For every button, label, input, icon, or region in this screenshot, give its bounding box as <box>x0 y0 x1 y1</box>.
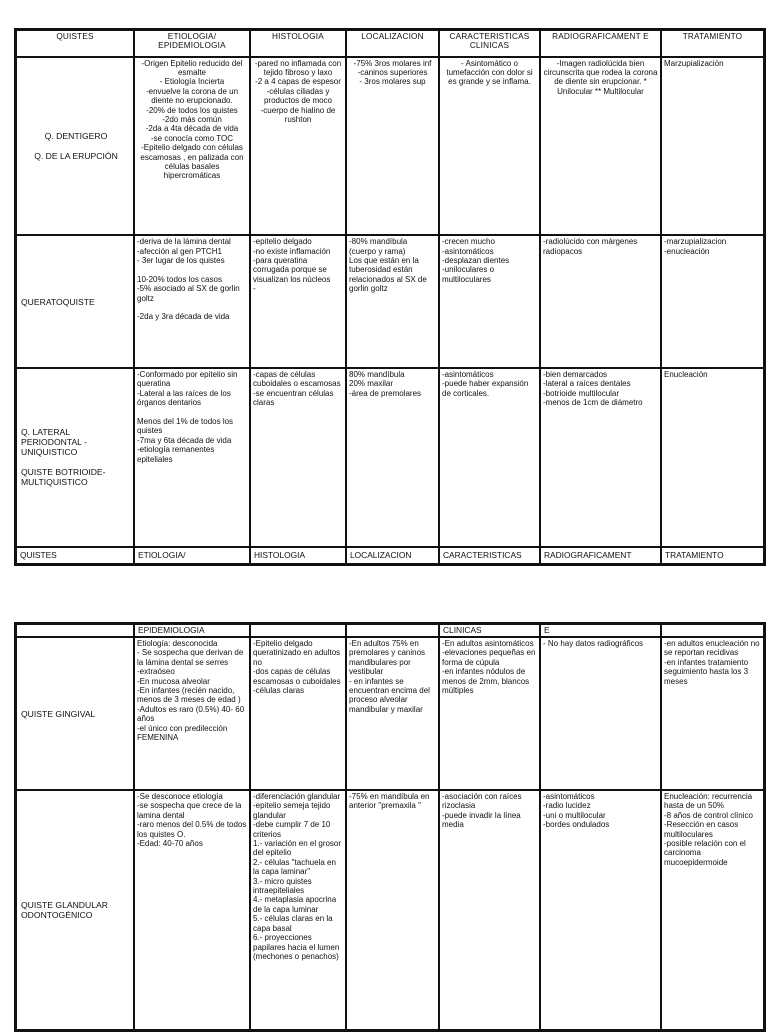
cyst-name-cell <box>16 235 134 368</box>
cell-line: -en adultos enucleación no se reportan recidivas <box>664 639 760 658</box>
footer-header-cell: LOCALIZACION <box>346 547 439 564</box>
cell-line: 6.- proyecciones papilares hacia el lumen (mechones o penachos) <box>253 933 340 961</box>
cell-line: -Lateral a las raíces de los órganos dentarios <box>137 388 231 408</box>
cell-line: -bordes ondulados <box>543 820 610 830</box>
tratamiento-cell <box>661 790 764 1030</box>
cell-line: -En adultos 75% en premolares y caninos mandibulares por vestibular <box>349 639 426 677</box>
cell-line: -Conformado por epitelio sin queratina <box>137 369 238 389</box>
cell-line: -8 años de control clínico <box>664 810 753 820</box>
cell-line: -área de premolares <box>349 388 422 398</box>
localizacion-cell <box>346 57 439 236</box>
cyst-table-2 <box>14 622 766 1032</box>
footer-header-row <box>16 547 764 564</box>
radiografia-cell <box>540 235 661 368</box>
cyst-row <box>16 637 764 790</box>
cell-line: -2da a 4ta década de vida <box>145 124 239 134</box>
cell-line <box>137 408 247 417</box>
cell-line: -capas de células cuboidales o escamosas <box>253 369 341 389</box>
clinicas-cell <box>439 235 540 368</box>
cell-line: - 3ros molares sup <box>359 77 426 87</box>
radiografia-cell <box>540 368 661 547</box>
header-row <box>16 30 764 57</box>
etiologia-cell <box>134 637 250 790</box>
cell-line: -Edad: 40-70 años <box>137 839 203 849</box>
cell-line: -etiología remanentes epiteliales <box>137 445 215 464</box>
header-cell: CARACTERISTICAS CLINICAS <box>439 30 540 57</box>
cell-line: Marzupialización <box>664 58 724 68</box>
cell-line: Enucleación <box>664 369 708 379</box>
cell-line: 2.- células "tachuela en la capa laminar" <box>253 857 336 877</box>
cell-line: -posible relación con el carcinoma mucoepidermoide <box>664 839 746 867</box>
cell-line: -Epitelio delgado queratinizado en adultos no <box>253 639 341 667</box>
footer-header-cell: TRATAMIENTO <box>661 547 764 564</box>
cell-line: -epitelio semeja tejido glandular <box>253 801 331 820</box>
cell-line: QUERATOQUISTE <box>21 296 95 307</box>
continued-header-cell: EPIDEMIOLOGIA <box>134 624 250 637</box>
cyst-name-cell <box>16 637 134 790</box>
continued-header-cell: CLINICAS <box>439 624 540 637</box>
histologia-cell <box>250 235 346 368</box>
cell-line: 80% mandíbula <box>349 369 405 379</box>
cyst-row <box>16 790 764 1030</box>
cell-line: -extraóseo <box>137 667 175 677</box>
cyst-name-cell <box>16 368 134 547</box>
header-cell: LOCALIZACION <box>346 30 439 57</box>
cell-line: -asintomáticos <box>543 792 595 801</box>
cell-line: QUISTE BOTRIOIDE- MULTIQUISTICO <box>21 467 106 488</box>
header-cell: ETIOLOGIA/ EPIDEMIOLOGIA <box>134 30 250 57</box>
radiografia-cell <box>540 637 661 790</box>
cell-line: -el único con predilección FEMENINA <box>137 723 228 743</box>
header-cell: HISTOLOGIA <box>250 30 346 57</box>
cell-line: 5.- células claras en la capa basal <box>253 914 333 933</box>
cell-line: -80% mandíbula (cuerpo y rama) <box>349 237 408 256</box>
cell-line: Q. LATERAL PERIODONTAL - UNIQUISTICO <box>21 427 87 458</box>
cell-line: -desplazan dientes <box>442 256 510 266</box>
cell-line: -se encuentran células claras <box>253 388 334 408</box>
cell-line: Q. DENTIGERO <box>44 130 108 141</box>
cell-line: 1.- variación en el grosor del epitelio <box>253 839 342 858</box>
etiologia-cell <box>134 235 250 368</box>
clinicas-cell <box>439 57 540 236</box>
cell-line: -asintomáticos <box>442 369 494 379</box>
etiologia-cell <box>134 790 250 1030</box>
cell-line: -células ciliadas y productos de moco <box>263 86 333 106</box>
histologia-cell <box>250 637 346 790</box>
cell-line: -células claras <box>253 686 305 696</box>
cell-line: 4.- metaplasia apocrina de la capa luminar <box>253 895 337 914</box>
cell-line: - en infantes se encuentran encima del proceso alveolar mandibular y maxilar <box>349 676 430 714</box>
radiografia-cell <box>540 57 661 236</box>
cell-line <box>137 265 247 274</box>
localizacion-cell <box>346 637 439 790</box>
cell-line: Enucleación: recurrencia hasta de un 50% <box>664 792 753 811</box>
continued-header-cell <box>16 624 134 637</box>
clinicas-cell <box>439 790 540 1030</box>
footer-header-cell: QUISTES <box>16 547 134 564</box>
cell-line: -En mucosa alveolar <box>137 676 210 686</box>
cell-line: -cuerpo de hialino de rushton <box>260 105 336 124</box>
cell-line: -2da y 3ra década de vida <box>137 312 230 322</box>
cell-line: -asintomáticos <box>442 246 494 256</box>
cell-line: -menos de 1cm de diámetro <box>543 398 643 408</box>
cell-line: -en infantes tratamiento seguimiento hasta los 3 meses <box>664 657 749 686</box>
cell-line: - Se sospecha que derivan de la lámina dental se serres <box>137 648 244 667</box>
tratamiento-cell <box>661 235 764 368</box>
cyst-row <box>16 368 764 547</box>
cell-line: -2do más común <box>162 114 222 124</box>
continued-header-row <box>16 624 764 637</box>
continued-header-cell <box>661 624 764 637</box>
header-cell: RADIOGRAFICAMENT E <box>540 30 661 57</box>
cell-line: QUISTE GINGIVAL <box>21 708 96 719</box>
etiologia-cell <box>134 57 250 236</box>
footer-header-cell: RADIOGRAFICAMENT <box>540 547 661 564</box>
cell-line: -bien demarcados <box>543 369 608 379</box>
cell-line: -debe cumplir 7 de 10 criterios <box>253 820 331 839</box>
cell-line: -afección al gen PTCH1 <box>137 246 222 256</box>
cell-line: 10-20% todos los casos <box>137 274 222 284</box>
cell-line: -para queratina corrugada porque se visualizan los núcleos <box>253 256 331 284</box>
cell-line: -Imagen radiolúcida bien circunscrita que rodea la corona de diente sin erupcionar. * Unilocular ** Multilocular <box>543 58 658 96</box>
cell-line: -dos capas de células escamosas o cuboidales <box>253 667 341 686</box>
cyst-row <box>16 235 764 368</box>
cell-line: Menos del 1% de todos los quistes <box>137 416 234 436</box>
cell-line: -En infantes (recién nacido, menos de 3 meses de edad ) <box>137 686 241 705</box>
histologia-cell <box>250 368 346 547</box>
cell-line: -deriva de la lámina dental <box>137 237 231 247</box>
radiografia-cell <box>540 790 661 1030</box>
histologia-cell <box>250 790 346 1030</box>
cell-line: 3.- micro quistes intraepiteliales <box>253 876 312 896</box>
localizacion-cell <box>346 235 439 368</box>
continued-header-cell <box>250 624 346 637</box>
localizacion-cell <box>346 368 439 547</box>
cyst-name-cell <box>16 57 134 236</box>
cell-line <box>21 141 131 151</box>
tratamiento-cell <box>661 57 764 236</box>
cell-line: -se sospecha que crece de la lamina dental <box>137 801 242 820</box>
cell-line: -enucleación <box>664 246 710 256</box>
cell-line: -botrioide multilocular <box>543 388 620 398</box>
cell-line: -20% de todos los quistes <box>146 105 238 115</box>
cyst-name-cell <box>16 790 134 1030</box>
clinicas-cell <box>439 637 540 790</box>
cell-line: -75% 3ros molares inf <box>353 58 432 68</box>
tratamiento-cell <box>661 637 764 790</box>
cell-line: -caninos superiores <box>357 67 428 77</box>
cell-line: -raro menos del 0.5% de todos los quistes O. <box>137 820 247 839</box>
cell-line: -puede haber expansión de corticales. <box>442 379 529 398</box>
etiologia-cell <box>134 368 250 547</box>
cell-line: -pared no inflamada con tejido fibroso y laxo <box>254 58 342 77</box>
cell-line: -en infantes nódulos de menos de 2mm, blancos múltiples <box>442 667 530 696</box>
cell-line: -Resección en casos multiloculares <box>664 820 739 839</box>
cell-line: 20% maxilar <box>349 379 394 389</box>
cell-line: - Etiología Incierta <box>159 77 225 87</box>
clinicas-cell <box>439 368 540 547</box>
cell-line: -lateral a raíces dentales <box>543 379 631 389</box>
continued-header-cell: E <box>540 624 661 637</box>
cell-line: -5% asociado al SX de gorlin goltz <box>137 284 240 303</box>
cell-line: -7ma y 6ta década de vida <box>137 435 232 445</box>
cell-line: -Origen Epitelio reducido del esmalte <box>141 58 243 77</box>
header-cell: TRATAMIENTO <box>661 30 764 57</box>
cell-line: -Epitelio delgado con células escamosas , en palizada con células basales hipercromáticas <box>140 143 244 181</box>
cell-line: -radio lucidez <box>543 801 591 811</box>
footer-header-cell: ETIOLOGIA/ <box>134 547 250 564</box>
tratamiento-cell <box>661 368 764 547</box>
cell-line: -75% en mandíbula en anterior "premaxila " <box>349 792 430 811</box>
cell-line: - No hay datos radiográficos <box>543 639 644 648</box>
cell-line: -puede invadir la línea media <box>442 810 521 830</box>
cell-line: -elevaciones pequeñas en forma de cúpula <box>442 648 536 667</box>
cell-line: -epitelio delgado <box>253 237 312 247</box>
cell-line: -crecen mucho <box>442 237 495 247</box>
footer-header-cell: CARACTERISTICAS <box>439 547 540 564</box>
histologia-cell <box>250 57 346 236</box>
cell-line: - Asintomático o tumefacción con dolor si es grande y se inflama. <box>446 58 533 87</box>
cell-line: -marzupializacion <box>664 237 727 247</box>
cell-line: -radiolúcido con márgenes radiopacos <box>543 237 638 256</box>
cell-line: -En adultos asintomáticos <box>442 639 534 648</box>
cell-line: -diferenciación glandular <box>253 792 341 801</box>
header-cell: QUISTES <box>16 30 134 57</box>
cell-line: -uni o multilocular <box>543 810 606 820</box>
cell-line: -Adultos es raro (0.5%) 40- 60 años <box>137 704 245 724</box>
cell-line: Q. DE LA ERUPCIÓN <box>34 150 118 161</box>
continued-header-cell <box>346 624 439 637</box>
cell-line: Etiología: desconocida <box>137 639 218 648</box>
cell-line: - <box>253 284 256 294</box>
cyst-table-1 <box>14 28 766 566</box>
cell-line: -2 a 4 capas de espesor <box>255 77 341 87</box>
cell-line: -asociación con raíces rizoclasia <box>442 792 522 811</box>
cell-line <box>21 457 131 467</box>
localizacion-cell <box>346 790 439 1030</box>
cell-line: -envuelve la corona de un diente no erupcionado. <box>145 86 239 106</box>
cell-line: -no existe inflamación <box>253 246 331 256</box>
cell-line: -Se desconoce etiología <box>137 792 223 801</box>
cell-line: QUISTE GLANDULAR ODONTOGÉNICO <box>21 900 108 920</box>
cell-line: - 3er lugar de los quistes <box>137 256 225 266</box>
cyst-row <box>16 57 764 236</box>
cell-line: -se conocía como TOC <box>151 133 233 143</box>
cell-line: -uniloculares o multiloculares <box>442 265 495 284</box>
cell-line: Los que están en la tuberosidad están relacionados al SX de gorlin goltz <box>349 256 427 294</box>
footer-header-cell: HISTOLOGIA <box>250 547 346 564</box>
cell-line <box>137 303 247 312</box>
